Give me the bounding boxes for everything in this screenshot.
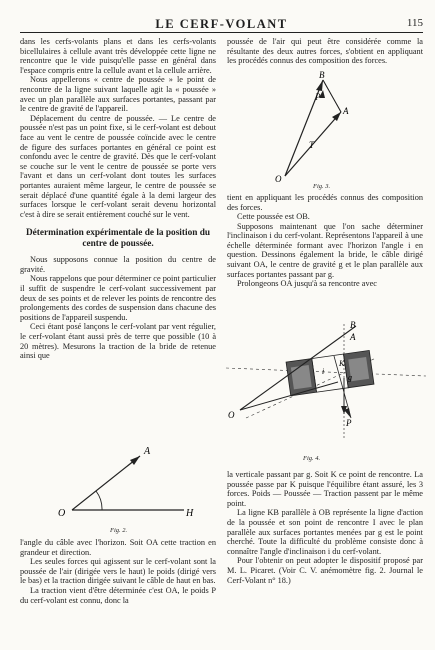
left-column-bottom [20,538,216,605]
paragraph: Nous appellerons « centre de poussée » le point de rencontre de la ligne suivant laquelle agit la « poussée » avec un plan parallèle aux surfaces portantes, passant par le centre de gravité de l'appareil. [20,75,216,114]
paragraph: Pour l'obtenir on peut adopter le dispositif proposé par M. L. Picaret. (Voir C. V. anémomètre fig. 2. Journal le Cerf-Volant n° 18.) [227,556,423,585]
label-h: H [186,508,194,519]
label-p: P [346,418,352,428]
paragraph: Nous supposons connue la position du centre de gravité. [20,255,216,274]
label-i: i [322,367,325,376]
label-o: O [228,410,235,420]
label-k: K [339,359,345,368]
paragraph: Prolongeons OA jusqu'à sa rencontre avec [237,279,377,289]
paragraph: La ligne KB parallèle à OB représente la ligne d'action de la poussée et son point de rencontre I avec le plan parallèle aux surfaces portantes menées par g est le point cherché. Toute la difficulté du problème consiste donc à connaître l'angle d'inclinaison i du cerf-volant. [227,508,423,556]
label-a: A [144,446,151,457]
paragraph: Déplacement du centre de poussée. — Le centre de poussée n'est pas un point fixe, si le cerf-volant est debout face au vent le centre de poussée coïncide avec le centre de figure des surfaces portantes en général ce point est confondu avec le centre de gravité. Dès que le cerf-volant se couche sur le vent le centre de poussée se porte vers l'avant et dans un cerf-volant dont toutes les surfaces portantes auraient même largeur, le centre de poussée se serait déplacé d'une quantité égale à la demi largeur des surfaces lorsque le cerf-volant serait devenu horizontal c'est à dire se serait entièrement couché sur le vent. [20,113,216,219]
fig2-caption: Fig. 2. [110,527,128,534]
label-p: P [315,92,321,102]
paragraph: Cette poussée est OB. [237,212,310,221]
paragraph: la verticale passant par g. Soit K ce point de rencontre. La poussée passe par K puisque l'équilibre étant assuré, les 3 forces. Poids — Poussée — Traction passent par le même point. [227,470,423,508]
paragraph: dans les cerfs-volants plans et dans les cerfs-volants bicellulaires à cellule avant très développée cette ligne ne rencontre que le vide puisqu'elle passe en général dans l'espace compris entre la cellule avant et la cellule arrière. [20,37,216,75]
label-a: A [343,106,349,116]
journal-title: LE CERF-VOLANT [155,17,288,31]
label-b: B [350,320,356,330]
right-column-mid [227,193,423,289]
right-column-top [227,37,423,66]
label-b: B [319,70,325,80]
right-column-bottom [227,470,423,585]
label-t: T [309,140,315,150]
figure-2 [56,444,196,524]
label-g: g [348,373,352,382]
paragraph: l'angle du câble avec l'horizon. Soit OA cette traction en grandeur et direction. [20,538,216,557]
paragraph: Les seules forces qui agissent sur le cerf-volant sont la poussée de l'air (dirigée vers le haut) le poids (dirigé vers le bas) et la traction dirigée suivant le câble de haut en bas. [20,557,216,586]
figure-3 [245,68,355,186]
paragraph: Nous rappelons que pour déterminer ce point particulier il suffit de suspendre le cerf-volant successivement par deux de ses points et de relever les points de rencontre des prolongements des cordes de suspension dans chacune des positions de l'appareil suspendu. [20,274,216,322]
left-column [20,37,216,361]
label-o: O [275,174,282,184]
paragraph: Ceci étant posé lançons le cerf-volant par vent régulier, le cerf-volant étant aussi près de terre que possible (10 à 20 mètres). Mesurons la traction de la bride de retenue ainsi que [20,322,216,361]
fig4-caption: Fig. 4. [303,455,321,462]
paragraph: tient en appliquant les procédés connus des composition des forces. [227,193,423,212]
label-a: A [350,332,356,342]
label-o: O [58,508,66,519]
page-number: 115 [406,17,423,29]
paragraph: poussée de l'air qui peut être considérée comme la résultante des deux autres forces, s'obtient en appliquant les procédés connus des composition des forces. [227,37,423,66]
section-title: Détermination expérimentale de la position du centre de poussée. [25,228,211,250]
fig3-caption: Fig. 3. [313,183,331,190]
paragraph: La traction vient d'être déterminée c'est OA, le poids P du cerf-volant est connu, donc la [20,585,216,605]
paragraph: Supposons maintenant que l'on sache déterminer l'inclinaison i du cerf-volant. Représentons l'appareil à une échelle déterminée formant avec l'horizon l'angle i en question. Dessinons également la bride, le câble dirigé suivant OA, le centre de gravité g et le plan parallèle aux surfaces portantes passant par g. [227,221,423,279]
running-header [20,16,423,33]
figure-4 [226,318,426,448]
